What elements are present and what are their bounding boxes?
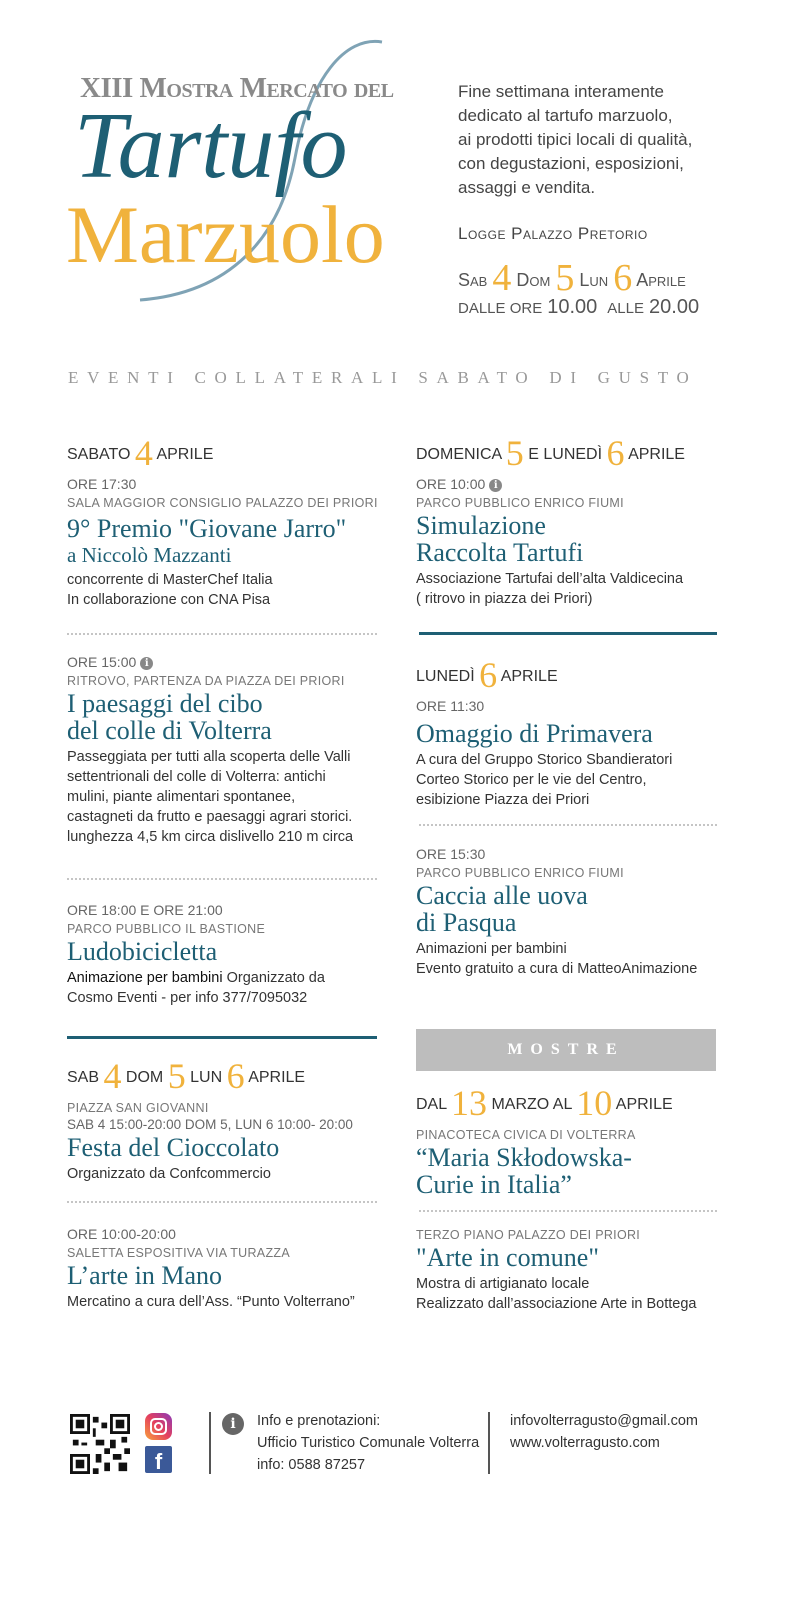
- event-desc: Mercatino a cura dell’Ass. “Punto Volterrano”: [67, 1294, 355, 1310]
- event-caccia-uova: [416, 844, 726, 979]
- edition-line: XIII Mostra Mercato del: [80, 72, 394, 104]
- title-tartufo: Tartufo: [74, 94, 348, 198]
- event-title: Omaggio di Primavera: [416, 719, 653, 748]
- event-place: SALETTA ESPOSITIVA VIA TURAZZA: [67, 1246, 290, 1260]
- event-time: ORE 10:00-20:00: [67, 1226, 176, 1242]
- event-time: ORE 15:00 i: [67, 654, 397, 670]
- event-title: I paesaggi del cibo del colle di Volterra: [67, 689, 272, 745]
- event-place: PARCO PUBBLICO ENRICO FIUMI: [416, 496, 624, 510]
- event-place: PINACOTECA CIVICA DI VOLTERRA: [416, 1128, 636, 1142]
- event-title: "Arte in comune": [416, 1243, 599, 1272]
- event-paesaggi: [67, 652, 397, 847]
- event-time: ORE 10:00 i: [416, 476, 726, 492]
- event-date: DOMENICA 5 E LUNEDÌ 6 APRILE: [416, 433, 685, 473]
- event-desc: Animazioni per bambini Evento gratuito a cura di MatteoAnimazione: [416, 941, 698, 977]
- event-omaggio-primavera: [416, 654, 726, 810]
- event-time: SAB 4 15:00-20:00 DOM 5, LUN 6 10:00- 20:00: [67, 1117, 353, 1132]
- mostre-header: MOSTRE: [416, 1029, 716, 1071]
- event-time: ORE 17:30: [67, 476, 137, 492]
- info-icon: i: [489, 479, 502, 492]
- divider: [67, 878, 377, 880]
- event-place: PARCO PUBBLICO IL BASTIONE: [67, 922, 266, 936]
- event-subtitle: a Niccolò Mazzanti: [67, 543, 232, 567]
- event-date: LUNEDÌ 6 APRILE: [416, 655, 558, 695]
- event-cioccolato: [67, 1055, 397, 1184]
- footer-contacts: [510, 1410, 698, 1454]
- event-title: Caccia alle uova di Pasqua: [416, 881, 588, 937]
- info-icon: i: [140, 657, 153, 670]
- event-place: RITROVO, PARTENZA DA PIAZZA DEI PRIORI: [67, 674, 345, 688]
- exhibit-arte-in-comune: [416, 1228, 726, 1314]
- main-dates: Sab 4 Dom 5 Lun 6 Aprile: [458, 257, 686, 299]
- website-link[interactable]: www.volterragusto.com: [510, 1435, 660, 1451]
- event-desc: concorrente di MasterChef Italia In collaborazione con CNA Pisa: [67, 572, 273, 608]
- event-place: SALA MAGGIOR CONSIGLIO PALAZZO DEI PRIORI: [67, 496, 378, 510]
- event-desc: Associazione Tartufai dell’alta Valdicecina ( ritrovo in piazza dei Priori): [416, 571, 684, 607]
- facebook-icon[interactable]: f: [145, 1446, 172, 1473]
- event-desc: Organizzato da Confcommercio: [67, 1166, 271, 1182]
- event-title: 9° Premio "Giovane Jarro": [67, 514, 347, 543]
- event-title: “Maria Skłodowska- Curie in Italia”: [416, 1143, 632, 1199]
- event-desc: A cura del Gruppo Storico Sbandieratori Corteo Storico per le vie del Centro, esibizione Piazza dei Priori: [416, 752, 673, 808]
- title-marzuolo: Marzuolo: [66, 189, 385, 280]
- divider: [67, 1201, 377, 1203]
- event-date: SAB 4 DOM 5 LUN 6 APRILE: [67, 1056, 306, 1096]
- event-premio-jarro: [67, 432, 397, 610]
- event-title: L’arte in Mano: [67, 1261, 222, 1290]
- venue: Logge Palazzo Pretorio: [458, 224, 648, 243]
- event-place: PIAZZA SAN GIOVANNI: [67, 1101, 209, 1115]
- section-rule: [67, 1036, 377, 1039]
- event-time: ORE 11:30: [416, 698, 485, 714]
- event-place: TERZO PIANO PALAZZO DEI PRIORI: [416, 1228, 641, 1242]
- footer-divider: [488, 1412, 490, 1474]
- event-title: Ludobicicletta: [67, 937, 218, 966]
- event-time: ORE 15:30: [416, 846, 486, 862]
- event-time: ORE 18:00 E ORE 21:00: [67, 902, 223, 918]
- divider: [419, 824, 717, 826]
- event-desc: Mostra di artigianato locale Realizzato dall’associazione Arte in Bottega: [416, 1276, 697, 1312]
- email-link[interactable]: infovolterragusto@gmail.com: [510, 1413, 698, 1429]
- event-date: DAL 13 MARZO AL 10 APRILE: [416, 1083, 673, 1123]
- event-title: Simulazione Raccolta Tartufi: [416, 511, 584, 567]
- event-arte-in-mano: [67, 1224, 397, 1312]
- event-date: SABATO 4 APRILE: [67, 433, 214, 473]
- footer-divider: [209, 1412, 211, 1474]
- footer-info: Info e prenotazioni: Ufficio Turistico Comunale Volterra info: 0588 87257: [257, 1413, 480, 1473]
- event-place: PARCO PUBBLICO ENRICO FIUMI: [416, 866, 624, 880]
- divider: [67, 633, 377, 635]
- info-icon: i: [222, 1413, 244, 1435]
- section-rule: [419, 632, 717, 635]
- section-banner: EVENTI COLLATERALI SABATO DI GUSTO: [68, 368, 698, 387]
- exhibit-curie: [416, 1082, 726, 1198]
- qr-code-icon[interactable]: [70, 1414, 130, 1474]
- event-raccolta-tartufi: [416, 432, 726, 609]
- event-desc: Animazione per bambini Organizzato da Cosmo Eventi - per info 377/7095032: [67, 970, 325, 1006]
- main-hours: DALLE ORE 10.00 ALLE 20.00: [458, 296, 700, 318]
- event-title: Festa del Cioccolato: [67, 1133, 280, 1162]
- event-desc: Passeggiata per tutti alla scoperta delle Valli settentrionali del colle di Volterra: antichi mulini, piante alimentari spontanee, castagneti da frutto e paesaggi agrari storici. lunghezza 4,5 km circa dislivello 210 m circa: [67, 749, 354, 845]
- intro-text: Fine settimana interamente dedicato al tartufo marzuolo, ai prodotti tipici locali di qualità, con degustazioni, esposizioni, assaggi e vendita.: [458, 82, 693, 197]
- instagram-icon[interactable]: [145, 1413, 172, 1440]
- event-ludobicicletta: [67, 900, 397, 1008]
- divider: [419, 1210, 717, 1212]
